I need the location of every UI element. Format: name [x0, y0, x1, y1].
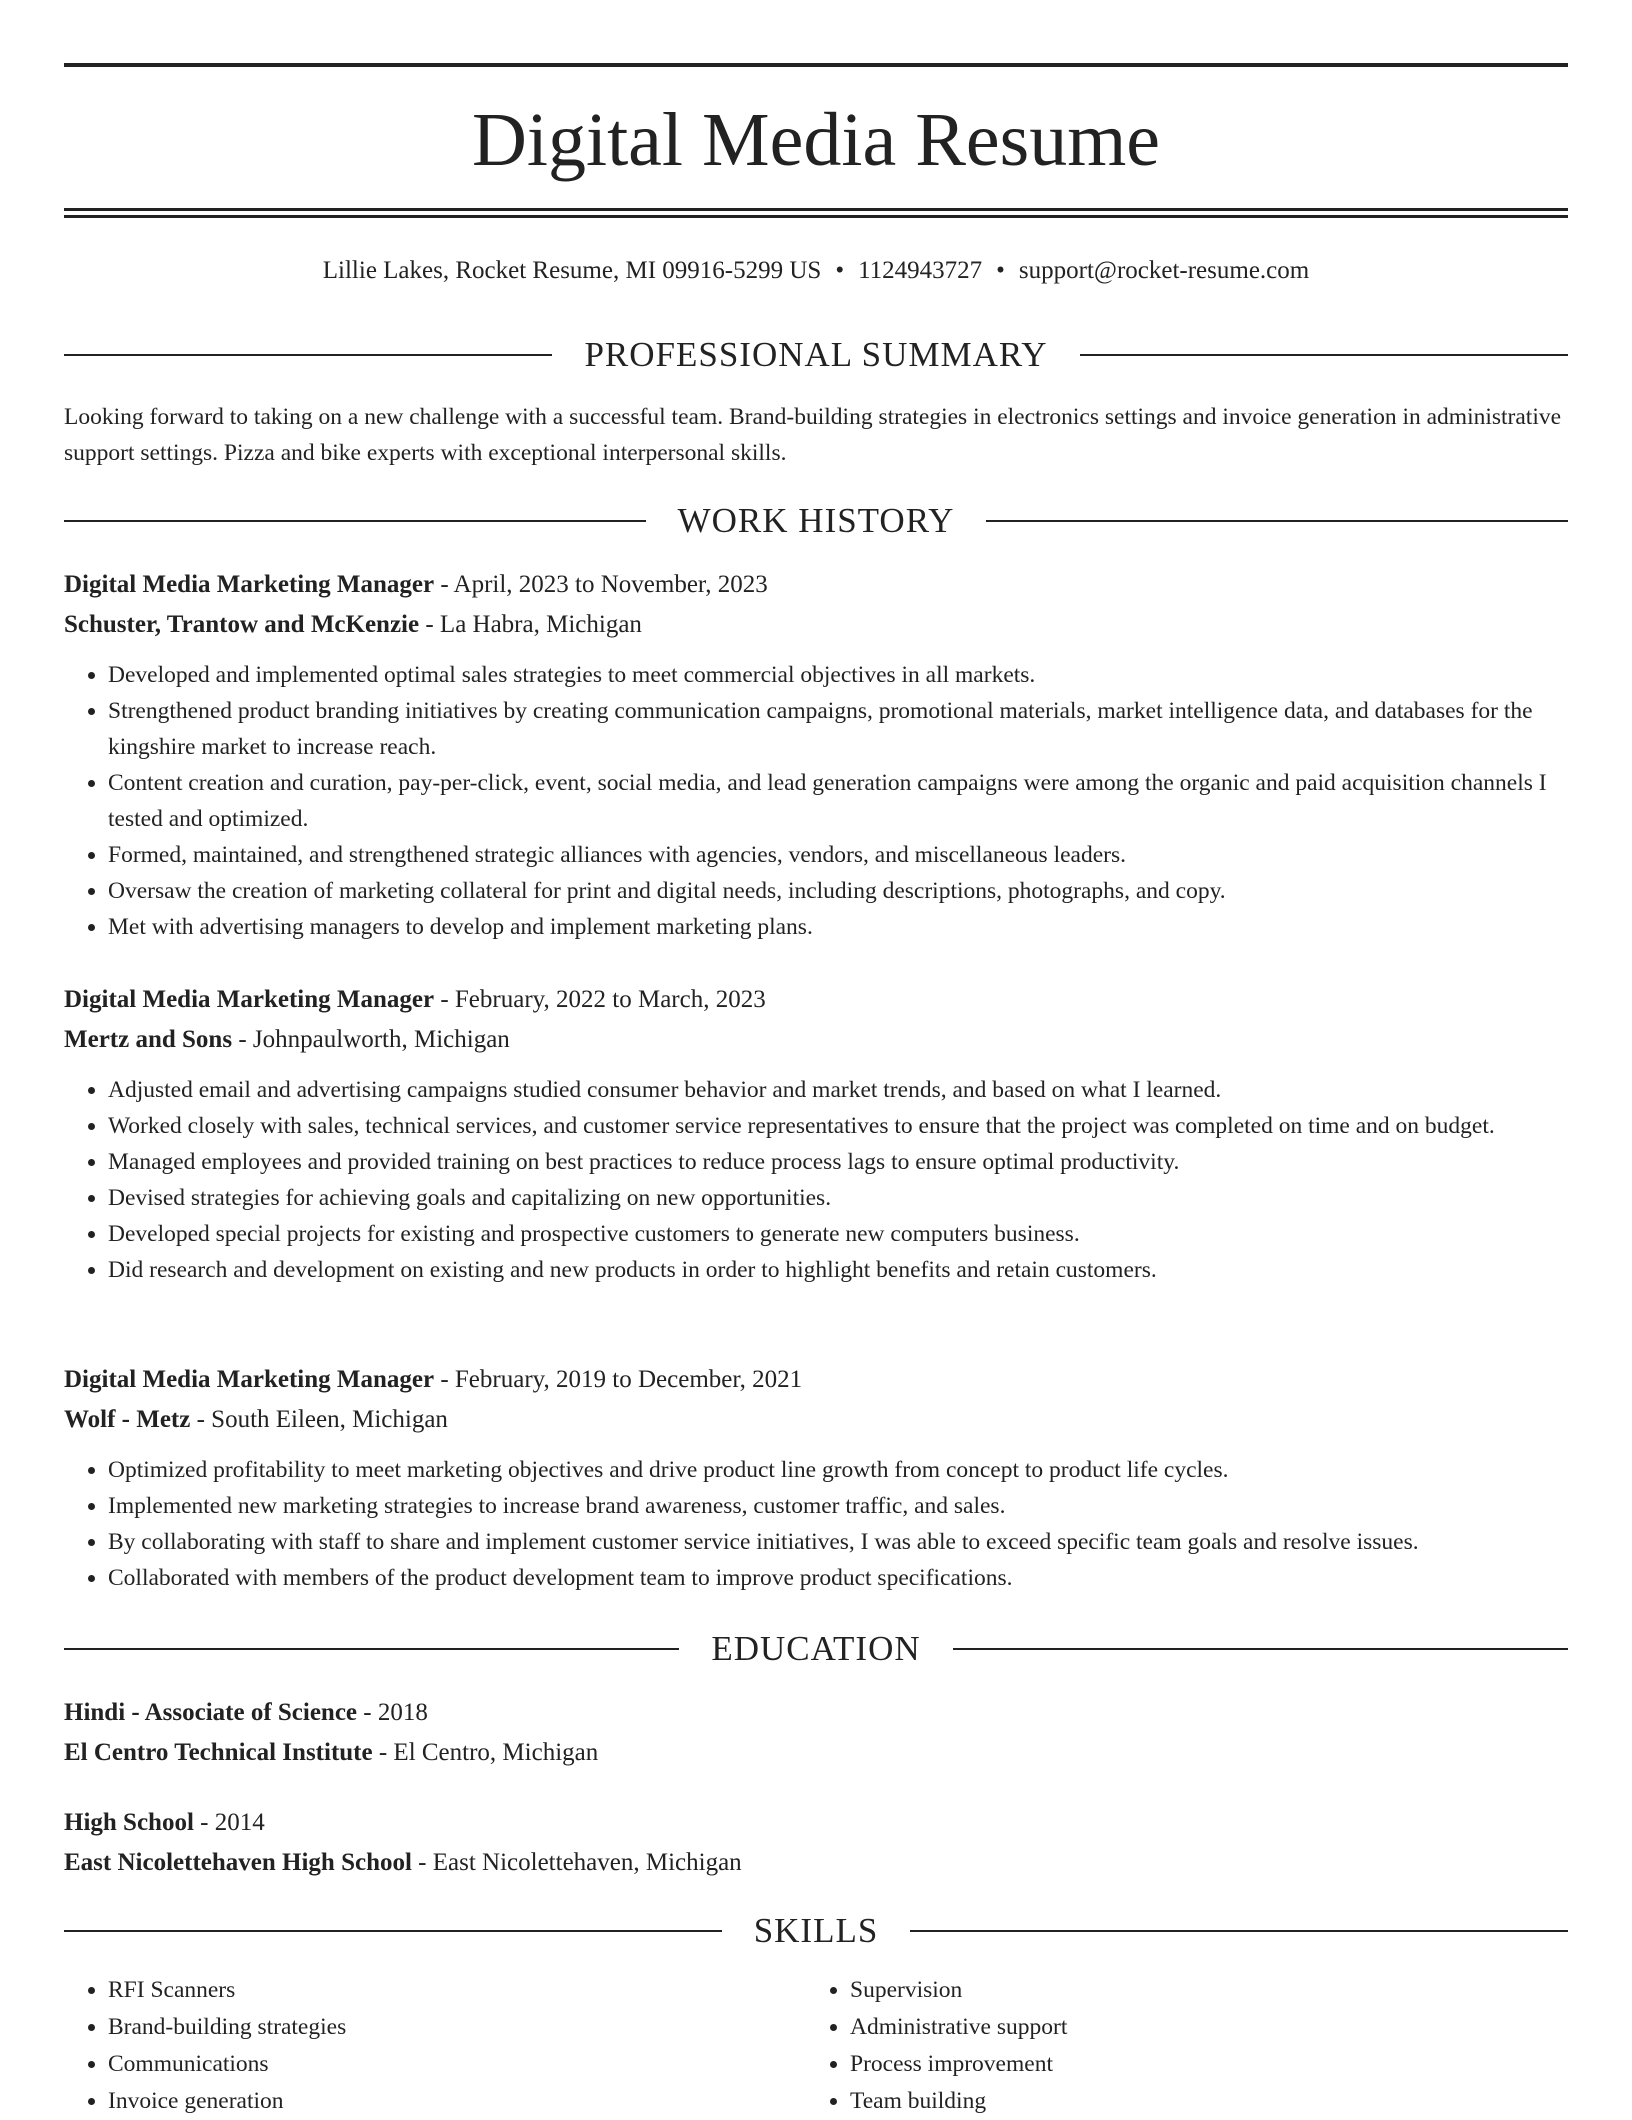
- job-company-line: [64, 605, 1568, 645]
- divider: [64, 1930, 722, 1932]
- education-degree-line: [64, 1693, 1568, 1733]
- list-item: • Adjusted email and advertising campaigns studied consumer behavior and market trends, and based on what I learned.: [108, 1072, 1568, 1108]
- list-item: • Met with advertising managers to develop and implement marketing plans.: [108, 909, 1568, 945]
- job-bullets: [64, 1072, 1568, 1288]
- education-school-line: [64, 1733, 1568, 1773]
- skill-item: • Invoice generation: [108, 2083, 806, 2120]
- job-title: Digital Media Marketing Manager: [64, 1366, 435, 1393]
- section-title: WORK HISTORY: [677, 501, 955, 540]
- job-bullets: [64, 657, 1568, 945]
- job-title: Digital Media Marketing Manager: [64, 986, 435, 1013]
- list-item: • Developed and implemented optimal sales strategies to meet commercial objectives in all markets.: [108, 657, 1568, 693]
- job-title-line: [64, 565, 1568, 605]
- job-location: - South Eileen, Michigan: [190, 1406, 448, 1433]
- list-item: • Content creation and curation, pay-per-click, event, social media, and lead generation campaigns were among the organic and paid acquisition channels I tested and optimized.: [108, 765, 1568, 837]
- skill-item: • Supervision: [850, 1972, 1548, 2009]
- list-item: • Did research and development on existing and new products in order to highlight benefits and retain customers.: [108, 1252, 1568, 1288]
- education-school: El Centro Technical Institute: [64, 1739, 373, 1766]
- skills-columns: [64, 1972, 1568, 2120]
- skill-item: • Team building: [850, 2083, 1548, 2120]
- job-company: Mertz and Sons: [64, 1026, 233, 1053]
- contact-address: Lillie Lakes, Rocket Resume, MI 09916-5299 US: [322, 257, 822, 284]
- professional-summary: Looking forward to taking on a new challenge with a successful team. Brand-building strategies in electronics settings and invoice generation in administrative support settings. Pizza and bike experts with exceptional interpersonal skills.: [64, 404, 1562, 466]
- skill-item: • RFI Scanners: [108, 1972, 806, 2009]
- section-title: PROFESSIONAL SUMMARY: [584, 335, 1048, 374]
- job-location: - La Habra, Michigan: [419, 611, 642, 638]
- header-double-rule: [64, 208, 1568, 218]
- divider: [64, 520, 646, 522]
- list-item: • Managed employees and provided training on best practices to reduce process lags to ensure optimal productivity.: [108, 1144, 1568, 1180]
- header-top-rule: [64, 63, 1568, 67]
- education-location: - El Centro, Michigan: [372, 1739, 599, 1766]
- education-degree: High School: [64, 1809, 194, 1836]
- section-heading-summary: [64, 335, 1568, 375]
- divider: [910, 1930, 1568, 1932]
- list-item: • Strengthened product branding initiatives by creating communication campaigns, promotional materials, market intelligence data, and databases for the kingshire market to increase reach.: [108, 693, 1568, 765]
- education-degree-line: [64, 1803, 1568, 1843]
- job-company-line: [64, 1020, 1568, 1060]
- divider: [64, 354, 552, 356]
- job-title: Digital Media Marketing Manager: [64, 571, 435, 598]
- education-school-line: [64, 1843, 1568, 1883]
- divider: [64, 1648, 679, 1650]
- skills-list-right: [806, 1972, 1548, 2120]
- list-item: • Developed special projects for existing and prospective customers to generate new computers business.: [108, 1216, 1568, 1252]
- list-item: • Formed, maintained, and strengthened strategic alliances with agencies, vendors, and miscellaneous leaders.: [108, 837, 1568, 873]
- education-year: - 2018: [357, 1699, 428, 1726]
- list-item: • Worked closely with sales, technical services, and customer service representatives to ensure that the project was completed on time and on budget.: [108, 1108, 1568, 1144]
- section-heading-work: [64, 501, 1568, 541]
- education-location: - East Nicolettehaven, Michigan: [411, 1849, 742, 1876]
- skills-list-left: [64, 1972, 806, 2120]
- contact-line: [64, 254, 1568, 288]
- education-entry: [64, 1693, 1568, 1773]
- contact-email: support@rocket-resume.com: [1018, 257, 1310, 284]
- job-bullets: [64, 1452, 1568, 1596]
- section-title: SKILLS: [753, 1911, 879, 1950]
- skill-item: • Brand-building strategies: [108, 2009, 806, 2046]
- section-title: EDUCATION: [711, 1629, 921, 1668]
- job-company-line: [64, 1400, 1568, 1440]
- divider: [986, 520, 1568, 522]
- list-item: • By collaborating with staff to share and implement customer service initiatives, I was able to exceed specific team goals and resolve issues.: [108, 1524, 1568, 1560]
- job-entry: [64, 1360, 1568, 1596]
- education-school: East Nicolettehaven High School: [64, 1849, 412, 1876]
- list-item: • Collaborated with members of the product development team to improve product specifications.: [108, 1560, 1568, 1596]
- divider: [1080, 354, 1568, 356]
- job-title-line: [64, 1360, 1568, 1400]
- divider: [953, 1648, 1568, 1650]
- skill-item: • Process improvement: [850, 2046, 1548, 2083]
- contact-phone: 1124943727: [858, 257, 983, 284]
- job-dates: - February, 2019 to December, 2021: [434, 1366, 803, 1393]
- skill-item: • Communications: [108, 2046, 806, 2083]
- skill-item: • Administrative support: [850, 2009, 1548, 2046]
- list-item: • Oversaw the creation of marketing collateral for print and digital needs, including descriptions, photographs, and copy.: [108, 873, 1568, 909]
- job-dates: - April, 2023 to November, 2023: [434, 571, 768, 598]
- job-company: Schuster, Trantow and McKenzie: [64, 611, 420, 638]
- education-degree: Hindi - Associate of Science: [64, 1699, 358, 1726]
- list-item: • Devised strategies for achieving goals and capitalizing on new opportunities.: [108, 1180, 1568, 1216]
- section-heading-education: [64, 1629, 1568, 1669]
- job-title-line: [64, 980, 1568, 1020]
- job-entry: [64, 980, 1568, 1288]
- section-heading-skills: [64, 1911, 1568, 1951]
- education-entry: [64, 1803, 1568, 1883]
- contact-separator: •: [835, 257, 845, 284]
- list-item: • Implemented new marketing strategies to increase brand awareness, customer traffic, and sales.: [108, 1488, 1568, 1524]
- resume-title: Digital Media Resume: [471, 98, 1161, 182]
- education-year: - 2014: [193, 1809, 265, 1836]
- job-dates: - February, 2022 to March, 2023: [434, 986, 766, 1013]
- list-item: • Optimized profitability to meet marketing objectives and drive product line growth from concept to product life cycles.: [108, 1452, 1568, 1488]
- contact-separator: •: [996, 257, 1005, 284]
- job-company: Wolf - Metz: [64, 1406, 191, 1433]
- job-entry: [64, 565, 1568, 945]
- job-location: - Johnpaulworth, Michigan: [232, 1026, 510, 1053]
